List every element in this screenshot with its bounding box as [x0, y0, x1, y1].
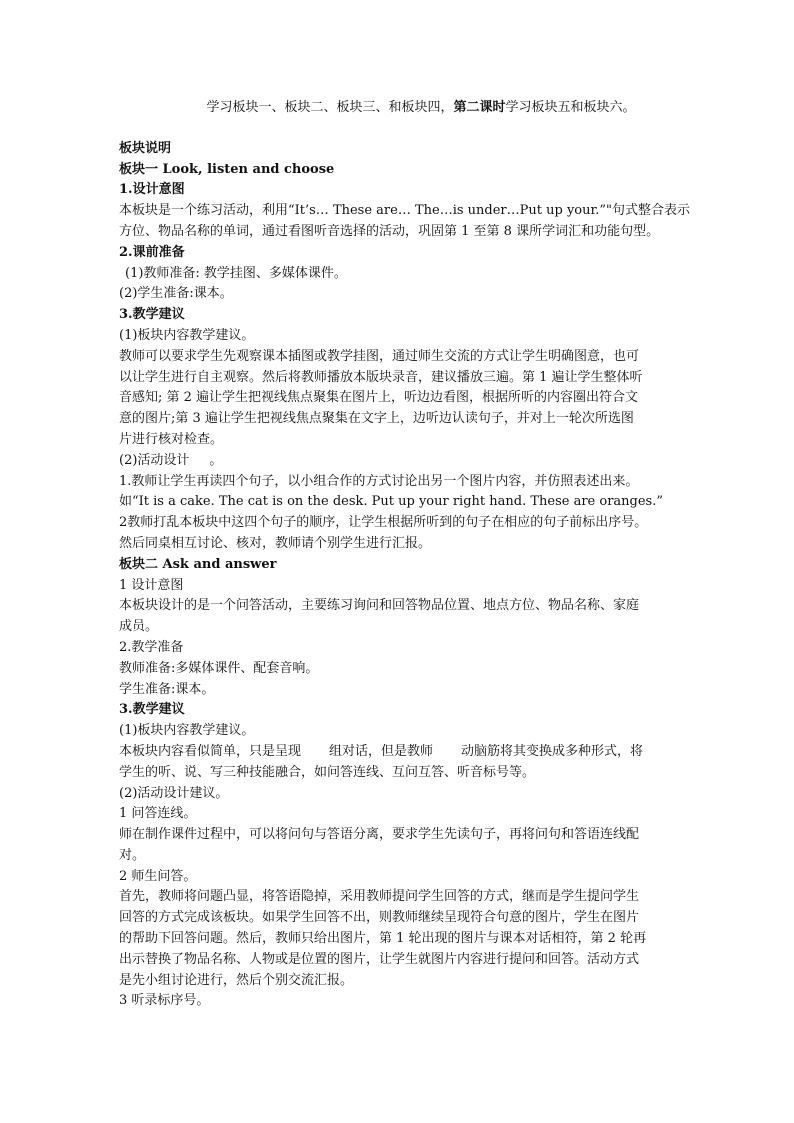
paragraph-line: 2教师打乱本板块中这四个句子的顺序，让学生根据所听到的句子在相应的句子前标出序号。	[119, 515, 648, 531]
paragraph-line: 以让学生进行自主观察。然后将教师播放本版块录音，建议播放三遍。第 1 遍让学生整体听	[119, 369, 643, 385]
intro-text-end: 学习板块五和板块六。	[505, 100, 636, 115]
paragraph-line: 是先小组讨论进行，然后个别交流汇报。	[119, 972, 354, 988]
paragraph-line: 意的图片;第 3 遍让学生把视线焦点聚集在文字上，边听边认读句子，并对上一轮次所选图	[119, 411, 634, 427]
activity-title: 1 问答连线。	[119, 806, 197, 822]
block1-heading-design: 1.设计意图	[119, 182, 185, 198]
paragraph-line: 方位、物品名称的单词，通过看图听音选择的活动，巩固第 1 至第 8 课所学词汇和功能句型。	[119, 223, 660, 239]
paragraph-line: 本板块是一个练习活动，利用“It’s… These are… The…is under…Put up your.”"句式整合表示	[119, 203, 691, 219]
prep-line: 教师准备:多媒体课件、配套音响。	[119, 660, 319, 676]
block1-heading-prep: 2.课前准备	[119, 244, 185, 260]
prep-line: (2)学生准备:课本。	[119, 286, 233, 302]
block2-heading: 板块二 Ask and answer	[119, 556, 277, 572]
paragraph-line	[119, 742, 679, 763]
paragraph-line: 成员。	[119, 619, 159, 635]
subheading-text: (2)活动设计	[119, 452, 190, 468]
intro-bold-text: 第二课时	[453, 100, 506, 115]
paragraph-line: 的帮助下回答问题。然后，教师只给出图片，第 1 轮出现的图片与课本对话相符，第 2 轮再	[119, 931, 647, 947]
paragraph-line: 回答的方式完成该板块。如果学生回答不出，则教师继续呈现符合句意的图片，学生在图片	[119, 910, 640, 926]
paragraph-line: 对。	[119, 847, 146, 863]
paragraph-line: 首先，教师将问题凸显，将答语隐掉，采用教师提问学生回答的方式，继而是学生提问学生	[119, 889, 640, 905]
block2-heading-design: 1 设计意图	[119, 577, 184, 593]
block2-heading-prep: 2.教学准备	[119, 639, 184, 655]
paragraph-fragment: 动脑筋将其变换成多种形式，将	[461, 743, 644, 759]
activity-title: 3 听录标序号。	[119, 993, 210, 1009]
block1-heading: 板块一 Look, listen and choose	[119, 161, 335, 177]
paragraph-line: 音感知; 第 2 遍让学生把视线焦点聚集在图片上，听边边看图，根据所听的内容圈出符合文	[119, 390, 639, 406]
prep-line: (1)教师准备: 教学挂图、多媒体课件。	[125, 265, 347, 281]
paragraph-line: 本板块设计的是一个问答活动，主要练习询问和回答物品位置、地点方位、物品名称、家庭	[119, 598, 640, 614]
section-title: 板块说明	[119, 140, 172, 156]
paragraph-line: 片进行核对检查。	[119, 431, 224, 447]
paragraph-fragment: 组对话，但是教师	[329, 743, 434, 759]
block1-heading-advice: 3.教学建议	[119, 307, 185, 323]
document-page	[119, 98, 691, 1012]
subheading: (1)板块内容教学建议。	[119, 723, 255, 739]
activity-title: 2 师生问答。	[119, 868, 197, 884]
paragraph-line: 教师可以要求学生先观察课本插图或教学挂图，通过师生交流的方式让学生明确图意，也可	[119, 348, 640, 364]
paragraph-line: 如“It is a cake. The cat is on the desk. Put up your right hand. These are oranges.”	[119, 494, 664, 510]
paragraph-line: 然后同桌相互讨论、核对，教师请个别学生进行汇报。	[119, 535, 432, 551]
subheading: (1)板块内容教学建议。	[119, 327, 255, 343]
intro-text: 学习板块一、板块二、板块三、和板块四，	[206, 100, 454, 115]
paragraph-line: 出示替换了物品名称、人物或是位置的图片，让学生就图片内容进行提问和回答。活动方式	[119, 951, 640, 967]
subheading	[119, 451, 679, 472]
subheading: (2)活动设计建议。	[119, 785, 229, 801]
paragraph-line: 1.教师让学生再读四个句子，以小组合作的方式讨论出另一个图片内容，并仿照表述出来。	[119, 473, 639, 489]
subheading-mark: 。	[209, 452, 223, 468]
prep-line: 学生准备:课本。	[119, 681, 215, 697]
block2-heading-advice: 3.教学建议	[119, 702, 185, 718]
intro-line	[163, 98, 679, 119]
paragraph-line: 师在制作课件过程中，可以将问句与答语分离，要求学生先读句子，再将问句和答语连线配	[119, 827, 640, 843]
paragraph-line: 学生的听、说、写三种技能融合，如问答连线、互问互答、听音标号等。	[119, 764, 536, 780]
paragraph-fragment: 本板块内容看似简单，只是呈现	[119, 743, 302, 759]
